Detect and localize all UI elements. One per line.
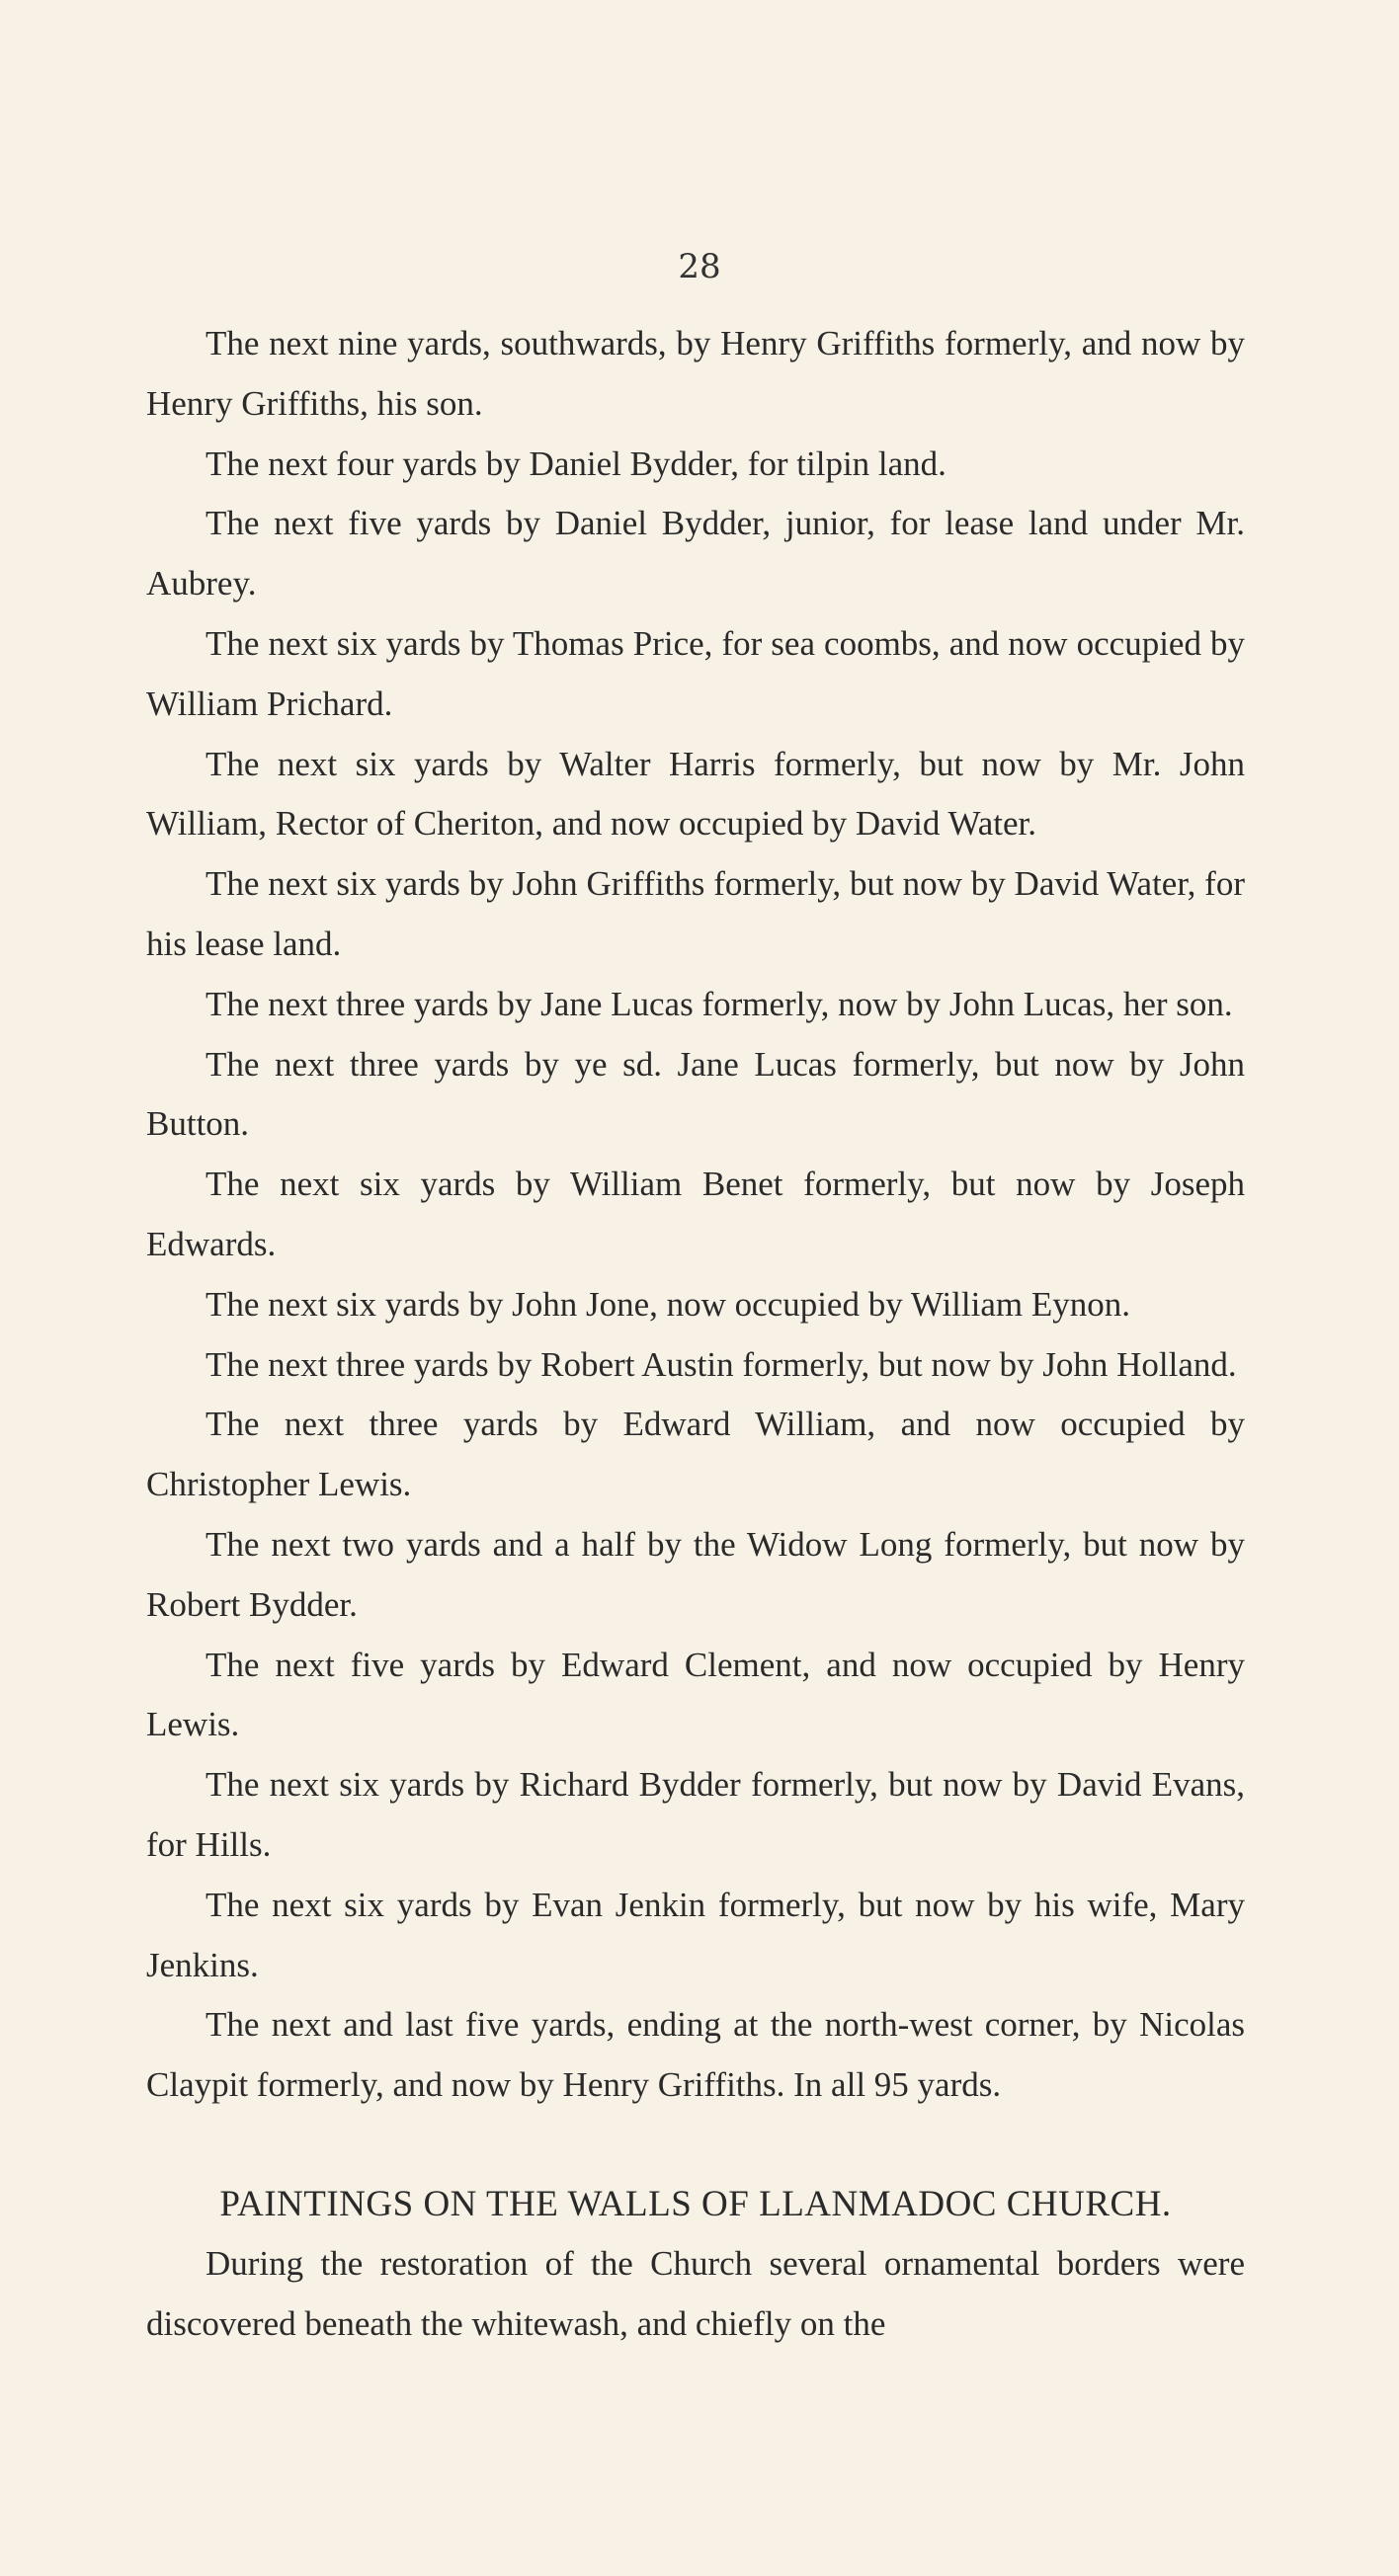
entry-paragraph: The next three yards by ye sd. Jane Lucas formerly, but now by John Button.: [146, 1044, 1245, 1144]
entry-paragraph: The next two yards and a half by the Widow Long formerly, but now by Robert Bydder.: [146, 1524, 1245, 1624]
page-number: 28: [678, 247, 721, 286]
entry-paragraph: The next six yards by John Jone, now occupied by William Eynon.: [206, 1284, 1130, 1324]
section-heading: PAINTINGS ON THE WALLS OF LLANMADOC CHURCH.: [219, 2183, 1172, 2224]
entry-paragraph: The next nine yards, southwards, by Henry Griffiths formerly, and now by Henry Griffiths, his son.: [146, 324, 1245, 423]
entry-paragraph: The next six yards by Walter Harris formerly, but now by Mr. John William, Rector of Cheriton, and now occupied by David Water.: [146, 744, 1245, 844]
entry-paragraph: The next and last five yards, ending at the north-west corner, by Nicolas Claypit formerly, and now by Henry Griffiths. In all 95 yards.: [146, 2005, 1245, 2105]
entry-paragraph: The next three yards by Edward William, and now occupied by Christopher Lewis.: [146, 1405, 1245, 1504]
entry-paragraph: The next six yards by Evan Jenkin formerly, but now by his wife, Mary Jenkins.: [146, 1885, 1245, 1984]
section-paragraph: During the restoration of the Church several ornamental borders were discovered beneath the whitewash, and chiefly on the: [146, 2243, 1245, 2343]
entry-paragraph: The next six yards by John Griffiths formerly, but now by David Water, for his lease land.: [146, 864, 1245, 963]
entry-paragraph: The next four yards by Daniel Bydder, for tilpin land.: [206, 443, 946, 483]
entry-paragraph: The next three yards by Robert Austin formerly, but now by John Holland.: [206, 1344, 1237, 1384]
entry-paragraph: The next six yards by William Benet formerly, but now by Joseph Edwards.: [146, 1165, 1245, 1263]
entry-paragraph: The next five yards by Edward Clement, and now occupied by Henry Lewis.: [146, 1645, 1245, 1744]
page-content: [146, 314, 1245, 2355]
entry-paragraph: The next six yards by Richard Bydder formerly, but now by David Evans, for Hills.: [146, 1765, 1245, 1864]
entry-paragraph: The next six yards by Thomas Price, for sea coombs, and now occupied by William Prichard.: [146, 623, 1245, 723]
entry-paragraph: The next five yards by Daniel Bydder, junior, for lease land under Mr. Aubrey.: [146, 504, 1245, 604]
entry-paragraph: The next three yards by Jane Lucas formerly, now by John Lucas, her son.: [206, 984, 1233, 1023]
